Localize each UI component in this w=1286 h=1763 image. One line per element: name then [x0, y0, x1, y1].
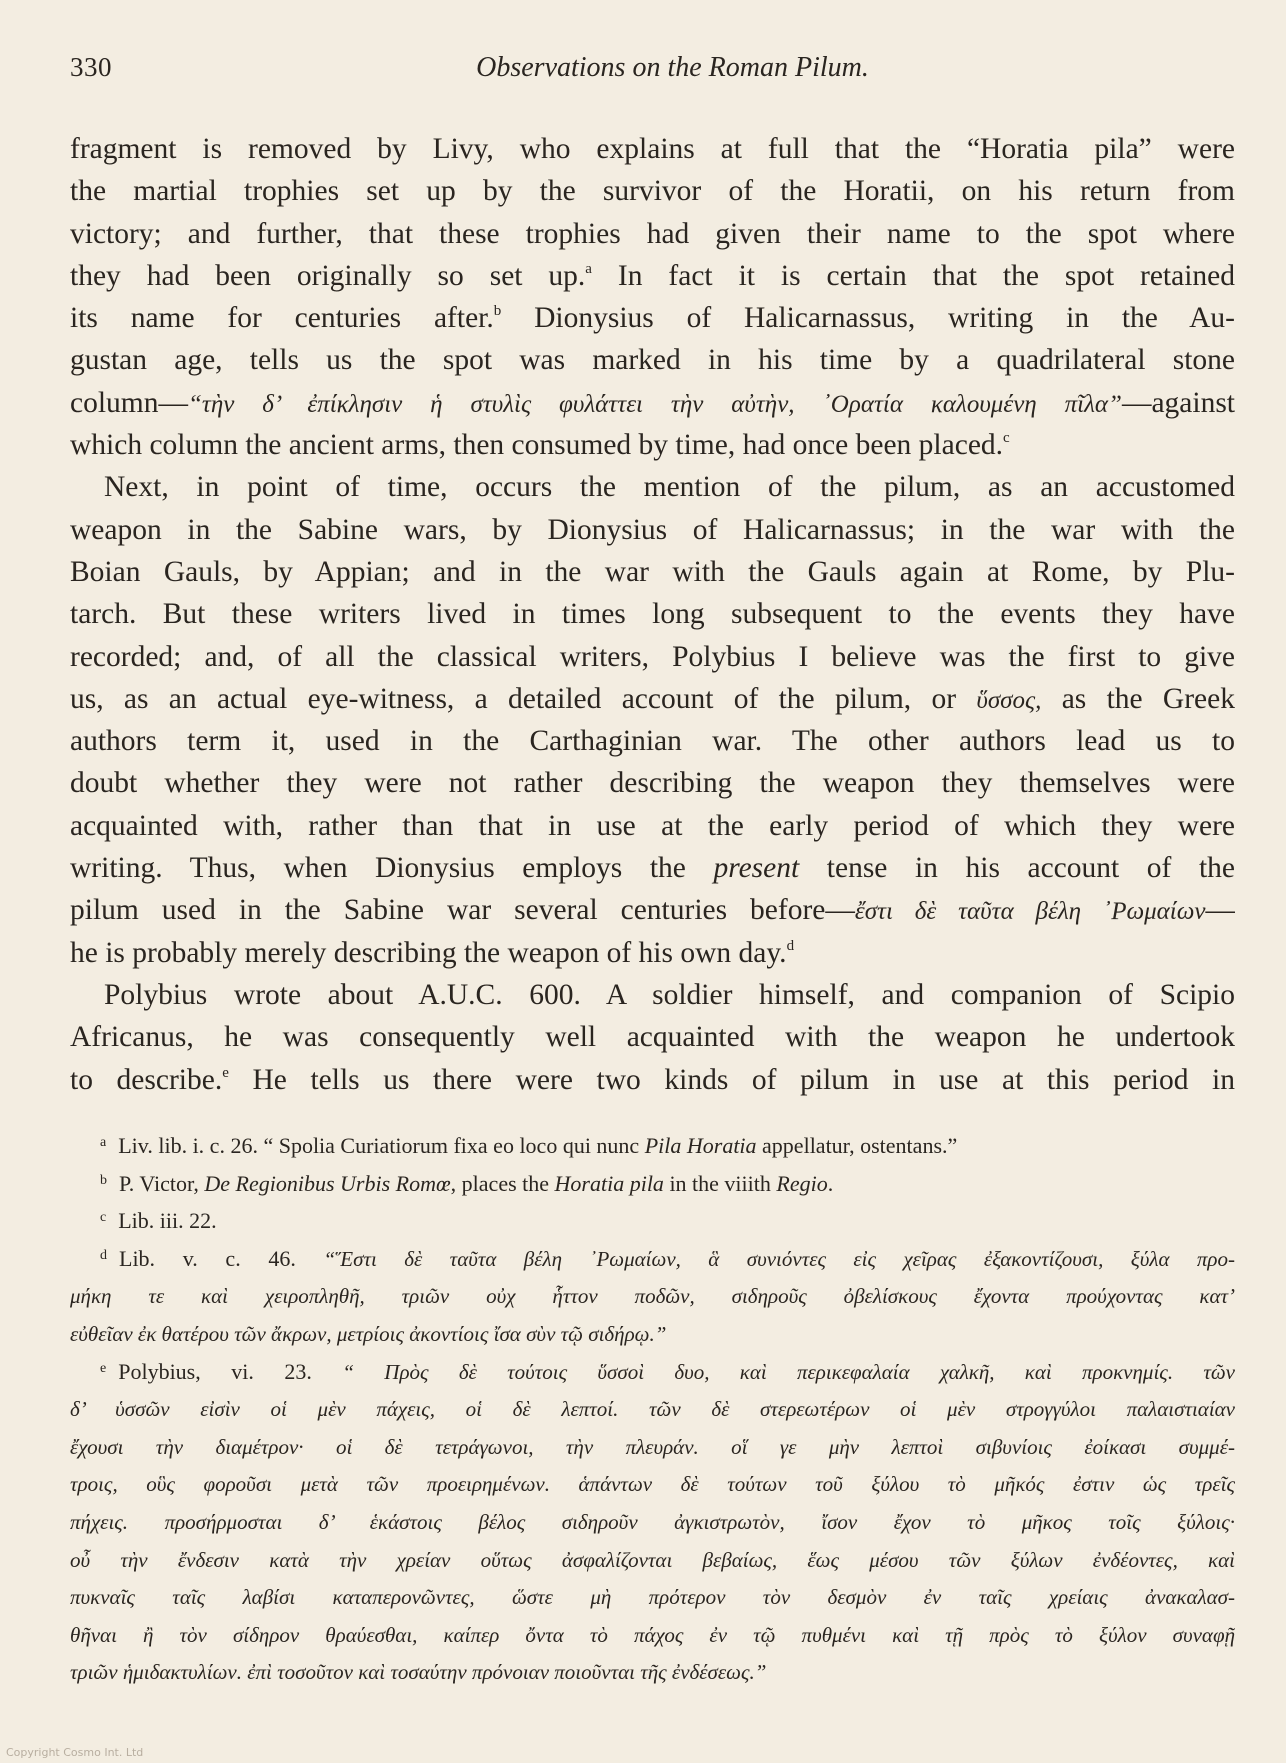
text-line: pilum used in the Sabine war several centuries before—ἔστι δὲ ταῦτα βέλη ᾿Ρωμαίων— — [70, 894, 1235, 927]
footnote-e-line: τριῶν ἡμιδακτυλίων. ἐπὶ τοσοῦτον καὶ τοσαύτην πρόνοιαν ποιοῦνται τῆς ἐνδέσεως.” — [70, 1660, 767, 1685]
footnote-ref: a — [585, 260, 592, 277]
text-line: the martial trophies set up by the survivor of the Horatii, on his return from — [70, 175, 1235, 208]
footnote-e-line: οὖ τὴν ἔνδεσιν κατὰ τὴν χρείαν οὕτως ἀσφαλίζονται βεβαίως, ἕως μέσου τῶν ξύλων ἐνδέοντες, καὶ — [70, 1547, 1235, 1572]
footnote-a: $^a$ Liv. lib. i. c. 26. “ Spolia Curiatiorum fixa eo loco qui nunc Pila Horatia appellatur, ostentans.” — [100, 1133, 958, 1158]
text-line: tarch. But these writers lived in times long subsequent to the events they have — [70, 598, 1235, 631]
footnote-d: $^d$ Lib. v. c. 46. “Ἕστι δὲ ταῦτα βέλη ᾿Ρωμαίων, ἃ συνιόντες εἰς χεῖρας ἐξακοντίζουσι, ξύλα προ- — [100, 1245, 1235, 1271]
text-line: weapon in the Sabine wars, by Dionysius of Halicarnassus; in the war with the — [70, 513, 1235, 546]
text-line: to describe.$^e$ He tells us there were two kinds of pilum in use at this period in — [70, 1063, 1235, 1096]
footnote-e-line: θῆναι ἢ τὸν σίδηρον θραύεσθαι, καίπερ ὄντα τὸ πάχος ἐν τῷ πυθμένι καὶ τῇ πρὸς τὸ ξύλον συναφῇ — [70, 1622, 1235, 1647]
running-title: Observations on the Roman Pilum. — [476, 52, 869, 83]
text-line: recorded; and, of all the classical writers, Polybius I believe was the first to give — [70, 640, 1235, 673]
text-line: they had been originally so set up.$^a$ In fact it is certain that the spot retained — [70, 259, 1235, 292]
footnote-ref: c — [1003, 430, 1010, 447]
text-line: victory; and further, that these trophies had given their name to the spot where — [70, 217, 1235, 250]
footnotes — [70, 1127, 1235, 1691]
footnote-c: $^c$ Lib. iii. 22. — [100, 1208, 217, 1234]
text-line: doubt whether they were not rather describing the weapon they themselves were — [70, 767, 1235, 800]
text-line: Polybius wrote about A.U.C. 600. A soldier himself, and companion of Scipio — [104, 978, 1235, 1011]
body-text — [70, 128, 1235, 1101]
footnote-e-line: πήχεις. προσήρμοσται δ’ ἑκάστοις βέλος σιδηροῦν ἀγκιστρωτὸν, ἴσον ἔχον τὸ μῆκος τοῖς ξύλοις· — [70, 1509, 1235, 1534]
greek-quote: “τὴν δ’ ἐπίκλησιν ἡ στυλὶς φυλάττει τὴν αὐτὴν, ᾿Ορατία καλουμένη πῖλα” — [188, 390, 1122, 418]
footnote-ref: d — [786, 937, 795, 954]
page-header — [70, 52, 1235, 92]
text-line: Boian Gauls, by Appian; and in the war with the Gauls again at Rome, by Plu- — [70, 555, 1235, 588]
footnote-d-line: εὐθεῖαν ἐκ θατέρου τῶν ἄκρων, μετρίοις ἀκοντίοις ἴσα σὺν τῷ σιδήρῳ.” — [70, 1321, 667, 1346]
footnote-e-line: τροις, οὓς φοροῦσι μετὰ τῶν προειρημένων. ἁπάντων δὲ τούτων τοῦ ξύλου τὸ μῆκός ἐστιν ὡς τρεῖς — [70, 1472, 1235, 1497]
footnote-ref: b — [493, 303, 502, 320]
text-line: which column the ancient arms, then consumed by time, had once been placed.$^c$ — [70, 429, 1010, 462]
text-line: writing. Thus, when Dionysius employs the present tense in his account of the — [70, 852, 1235, 885]
text-line: Next, in point of time, occurs the mention of the pilum, as an accustomed — [104, 471, 1235, 504]
copyright-watermark: Copyright Cosmo Int. Ltd — [6, 1746, 144, 1759]
italic-word: present — [713, 852, 800, 885]
text-line: he is probably merely describing the weapon of his own day.$^d$ — [70, 936, 795, 969]
footnote-b: $^b$ P. Victor, De Regionibus Urbis Romœ, places the Horatia pila in the viiith Regio. — [100, 1170, 834, 1196]
text-line: Africanus, he was consequently well acquainted with the weapon he undertook — [70, 1021, 1235, 1054]
text-line: column—“τὴν δ’ ἐπίκλησιν ἡ στυλὶς φυλάττει τὴν αὐτὴν, ᾿Ορατία καλουμένη πῖλα”—against — [70, 386, 1235, 419]
greek-quote: ἔστι δὲ ταῦτα βέλη ᾿Ρωμαίων — [854, 898, 1206, 926]
footnote-e-line: δ’ ὑσσῶν εἰσὶν οἱ μὲν πάχεις, οἱ δὲ λεπτοί. τῶν δὲ στερεωτέρων οἱ μὲν στρογγύλοι παλαιστιαίαν — [70, 1397, 1235, 1422]
text-line: us, as an actual eye-witness, a detailed account of the pilum, or ὕσσος, as the Greek — [70, 682, 1235, 715]
page-number: 330 — [70, 52, 112, 82]
greek-word: ὕσσος, — [976, 686, 1042, 714]
footnote-e: $^e$ Polybius, vi. 23. “ Πρὸς δὲ τούτοις ὕσσοὶ δυο, καὶ περικεφαλαία χαλκῆ, καὶ προκνημίς. τῶν — [100, 1358, 1235, 1384]
text-line: gustan age, tells us the spot was marked in his time by a quadrilateral stone — [70, 344, 1235, 377]
text-line: authors term it, used in the Carthaginian war. The other authors lead us to — [70, 725, 1235, 758]
text-line: its name for centuries after.$^b$ Dionysius of Halicarnassus, writing in the Au- — [70, 302, 1235, 335]
footnote-d-line: μήκη τε καὶ χειροπληθῆ, τριῶν οὐχ ἧττον ποδῶν, σιδηροῦς ὀβελίσκους ἔχοντα προύχοντας κατ’ — [70, 1284, 1235, 1309]
footnote-ref: e — [222, 1064, 229, 1081]
text-line: fragment is removed by Livy, who explains at full that the “Horatia pila” were — [70, 133, 1235, 165]
text-line: acquainted with, rather than that in use at the early period of which they were — [70, 809, 1235, 842]
footnote-e-line: ἔχουσι τὴν διαμέτρον· οἱ δὲ τετράγωνοι, τὴν πλευράν. οἵ γε μὴν λεπτοὶ σιβυνίοις ἐοίκασι συμμέ- — [70, 1434, 1235, 1459]
footnote-e-line: πυκναῖς ταῖς λαβίσι καταπερονῶντες, ὥστε μὴ πρότερον τὸν δεσμὸν ἐν ταῖς χρείαις ἀνακαλασ- — [70, 1585, 1235, 1610]
